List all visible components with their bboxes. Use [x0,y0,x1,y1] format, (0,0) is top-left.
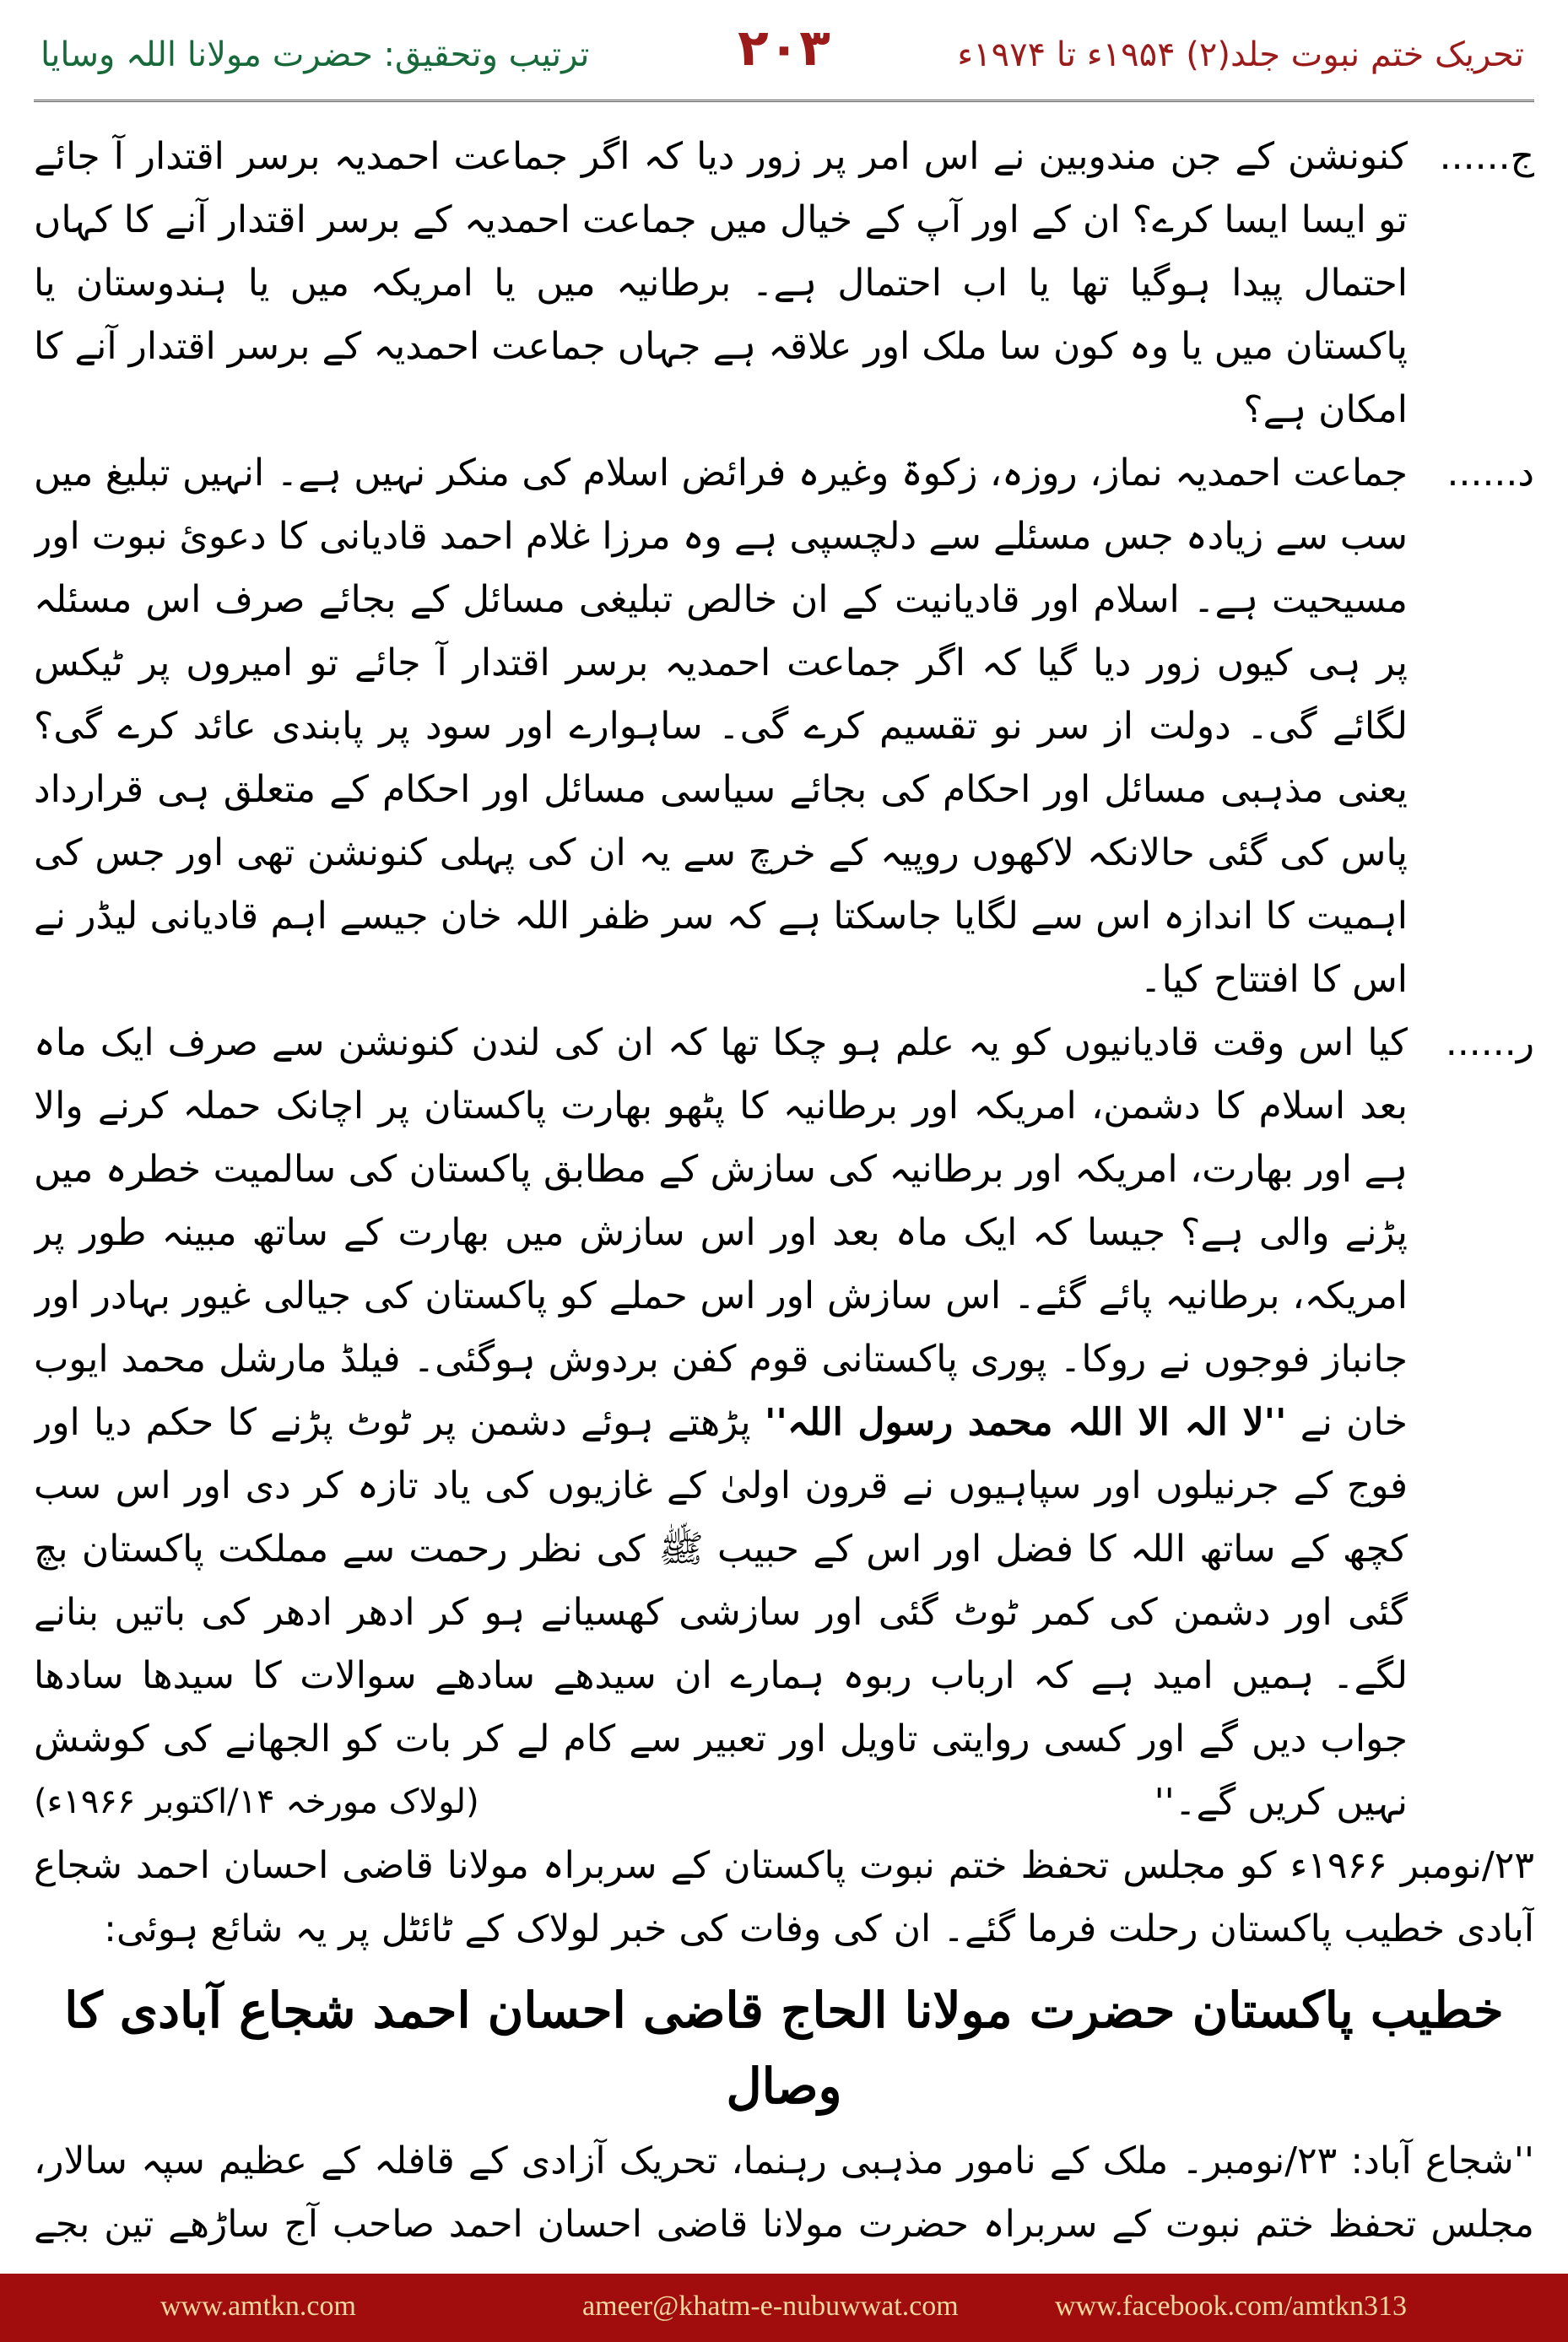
question-r [34,1011,1534,1834]
question-text-continued: پڑھتے ہوئے دشمن پر ٹوٹ پڑنے کا حکم دیا اور فوج کے جرنیلوں اور سپاہیوں نے قرون اولیٰ کے غازیوں کی یاد تازہ کر دی اور اس سب کچھ کے ساتھ اللہ کا فضل اور اس کے حبیب ﷺ کی نظر رحمت سے مملکت پاکستان بچ گئی اور دشمن کی کمر ٹوٹ گئی اور سازشی کھسیانے ہو کر ادھر ادھر کی باتیں بنانے لگے۔ ہمیں امید ہے کہ ارباب ربوہ ہمارے ان سیدھے سادھے سوالات کا سیدھا سادھا جواب دیں گے اور کسی روایتی تاویل اور تعبیر سے کام لے کر بات کو الجھانے کی کوشش نہیں کریں گے۔'' [34,1401,1408,1824]
quote-source: (لولاک مورخہ ۱۴/اکتوبر ۱۹۶۶ء) [34,1782,479,1821]
question-text: کیا اس وقت قادیانیوں کو یہ علم ہو چکا تھا کہ ان کی لندن کنونشن سے صرف ایک ماہ بعد اسلام کا دشمن، امریکہ اور برطانیہ کا پٹھو بھارت پاکستان پر اچانک حملہ کرنے والا ہے اور بھارت، امریکہ اور برطانیہ کی سازش کے مطابق پاکستان کی سالمیت خطرہ میں پڑنے والی ہے؟ جیسا کہ ایک ماہ بعد اور اس سازش میں بھارت کے ساتھ مبینہ طور پر امریکہ، برطانیہ پائے گئے۔ اس سازش اور اس حملے کو پاکستان کی جیالی غیور بہادر اور جانباز فوجوں نے روکا۔ پوری پاکستانی قوم کفن بردوش ہوگئی۔ فیلڈ مارشل محمد ایوب خان نے [34,1021,1408,1444]
compiler-credit: ترتیب وتحقیق: حضرت مولانا اللہ وسایا [41,35,590,74]
page-header [0,0,1568,127]
kalima-text: ''لا الہ الا اللہ محمد رسول اللہ'' [764,1401,1287,1444]
header-divider [34,100,1534,102]
facebook-link[interactable]: www.facebook.com/amtkn313 [1055,2291,1408,2322]
question-marker: د...... [1446,452,1534,495]
death-announcement: ۲۳/نومبر ۱۹۶۶ء کو مجلس تحفظ ختم نبوت پاکستان کے سربراہ مولانا قاضی احسان احمد شجاع آبادی خطیب پاکستان رحلت فرما گئے۔ ان کی وفات کی خبر لولاک کے ٹائٹل پر یہ شائع ہوئی: [34,1844,1534,1950]
question-marker: ر...... [1445,1021,1534,1064]
email-link[interactable]: ameer@khatm-e-nubuwwat.com [582,2291,959,2322]
page-body [34,125,1534,2252]
question-marker: ج...... [1439,135,1534,178]
question-text: جماعت احمدیہ نماز، روزہ، زکوۃ وغیرہ فرائض اسلام کی منکر نہیں ہے۔ انہیں تبلیغ میں سب سے زیادہ جس مسئلے سے دلچسپی ہے وہ مرزا غلام احمد قادیانی کا دعویٔ نبوت اور مسیحیت ہے۔ اسلام اور قادیانیت کے ان خالص تبلیغی مسائل کے بجائے صرف اس مسئلہ پر ہی کیوں زور دیا گیا کہ اگر جماعت احمدیہ برسر اقتدار آ جائے تو امیروں پر ٹیکس لگائے گی۔ دولت از سر نو تقسیم کرے گی۔ ساہوارے اور سود پر پابندی عائد کرے گی؟ یعنی مذہبی مسائل اور احکام کی بجائے سیاسی مسائل اور احکام کے متعلق ہی قرارداد پاس کی گئی حالانکہ لاکھوں روپیہ کے خرچ سے یہ ان کی پہلی کنونشن تھی اور جس کی اہمیت کا اندازہ اس سے لگایا جاسکتا ہے کہ سر ظفر اللہ خان جیسے اہم قادیانی لیڈر نے اس کا افتتاح کیا۔ [34,452,1408,1001]
page-number: ۲۰۳ [738,19,830,78]
book-title: تحریک ختم نبوت جلد(۲) ۱۹۵۴ء تا ۱۹۷۴ء [957,35,1524,74]
question-text: کنونشن کے جن مندوبین نے اس امر پر زور دیا کہ اگر جماعت احمدیہ برسر اقتدار آ جائے تو ایسا ایسا کرے؟ ان کے اور آپ کے خیال میں جماعت احمدیہ کے برسر اقتدار آنے کا کہاں احتمال پیدا ہوگیا تھا یا اب احتمال ہے۔ برطانیہ میں یا امریکہ میں یا ہندوستان یا پاکستان میں یا وہ کون سا ملک اور علاقہ ہے جہاں جماعت احمدیہ کے برسر اقتدار آنے کا امکان ہے؟ [34,135,1408,431]
question-j [34,125,1534,441]
question-d [34,441,1534,1011]
news-heading: خطیب پاکستان حضرت مولانا الحاج قاضی احسان احمد شجاع آبادی کا وصال [64,1982,1504,2115]
page-footer [0,2274,1568,2342]
website-link[interactable]: www.amtkn.com [160,2291,356,2322]
news-text: ''شجاع آباد: ۲۳/نومبر۔ ملک کے نامور مذہبی رہنما، تحریک آزادی کے قافلہ کے عظیم سپہ سالار، مجلس تحفظ ختم نبوت کے سربراہ حضرت مولانا قاضی احسان احمد صاحب آج ساڑھے تین بجے [34,2139,1534,2246]
